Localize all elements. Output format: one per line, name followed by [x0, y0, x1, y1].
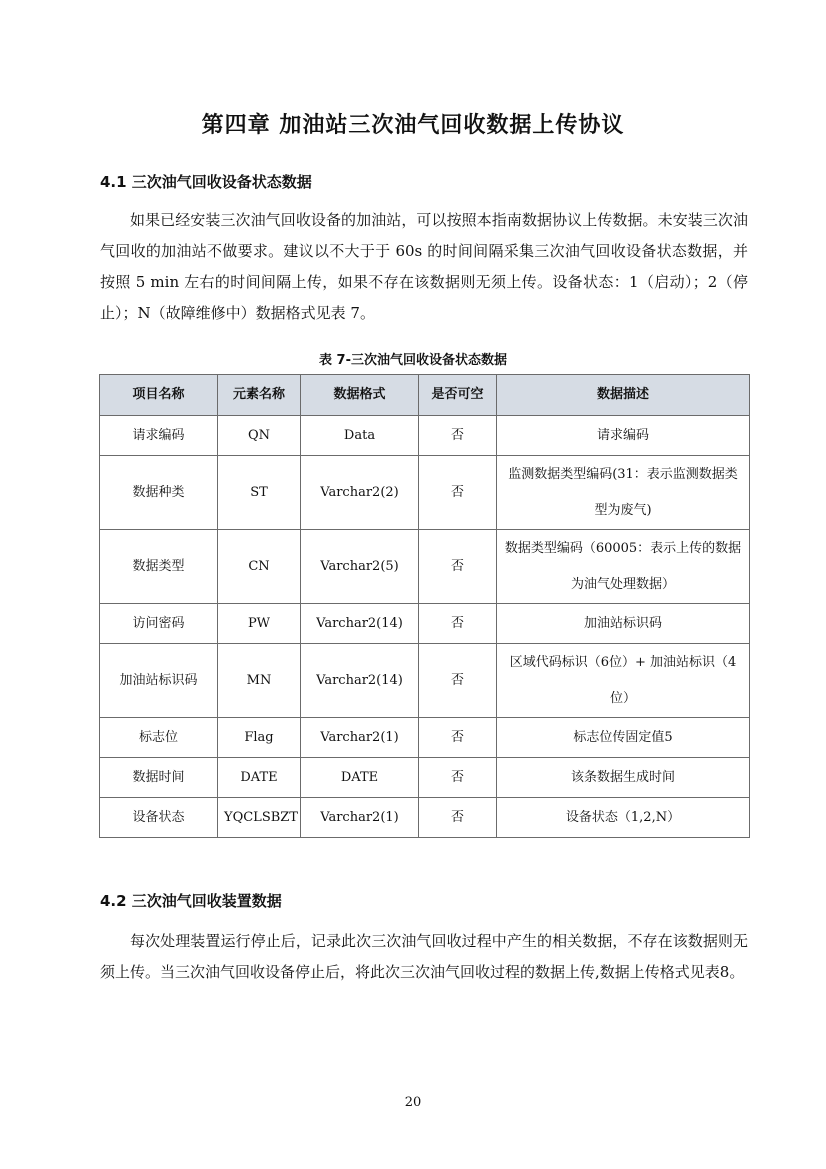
table-cell: 否 [419, 798, 497, 838]
table-cell: 该条数据生成时间 [497, 758, 750, 798]
table-cell: DATE [301, 758, 419, 798]
table-row [100, 644, 750, 718]
page-number: 20 [404, 1095, 422, 1110]
table-cell: Varchar2(1) [301, 718, 419, 758]
table-cell: 请求编码 [100, 416, 218, 456]
table-cell: 监测数据类型编码(31：表示监测数据类型为废气) [497, 456, 750, 530]
column-header: 数据格式 [301, 375, 419, 416]
column-header: 元素名称 [218, 375, 301, 416]
section-paragraph-4-2: 每次处理装置运行停止后，记录此次三次油气回收过程中产生的相关数据，不存在该数据则无须上传。当三次油气回收设备停止后，将此次三次油气回收过程的数据上传,数据上传格式见表8。 [100, 932, 748, 981]
table-cell: 加油站标识码 [497, 604, 750, 644]
column-header: 项目名称 [100, 375, 218, 416]
table-row [100, 456, 750, 530]
table-cell: 数据时间 [100, 758, 218, 798]
table-cell: Varchar2(1) [301, 798, 419, 838]
table-cell: 否 [419, 718, 497, 758]
section-heading-4-1: 4.1 三次油气回收设备状态数据 [100, 173, 312, 191]
table-cell: Flag [218, 718, 301, 758]
table-cell: 否 [419, 758, 497, 798]
table-row [100, 798, 750, 838]
table-cell: 否 [419, 456, 497, 530]
table-cell: 设备状态（1,2,N） [497, 798, 750, 838]
table-cell: QN [218, 416, 301, 456]
table-cell: Varchar2(14) [301, 604, 419, 644]
table-row [100, 416, 750, 456]
table-row [100, 604, 750, 644]
table-cell: 设备状态 [100, 798, 218, 838]
column-header: 是否可空 [419, 375, 497, 416]
table-cell: 数据种类 [100, 456, 218, 530]
table-cell: 标志位 [100, 718, 218, 758]
table-caption: 表 7-三次油气回收设备状态数据 [319, 353, 507, 368]
table-cell: Varchar2(5) [301, 530, 419, 604]
table-cell: 加油站标识码 [100, 644, 218, 718]
table-header-row [100, 375, 750, 416]
table-cell: PW [218, 604, 301, 644]
chapter-title: 第四章 加油站三次油气回收数据上传协议 [201, 113, 625, 138]
table-cell: 标志位传固定值5 [497, 718, 750, 758]
table-cell: CN [218, 530, 301, 604]
table-cell: Data [301, 416, 419, 456]
column-header: 数据描述 [497, 375, 750, 416]
table-cell: 否 [419, 644, 497, 718]
table-row [100, 718, 750, 758]
table-row [100, 530, 750, 604]
table-cell: Varchar2(14) [301, 644, 419, 718]
table-cell: 访问密码 [100, 604, 218, 644]
section-paragraph-4-1: 如果已经安装三次油气回收设备的加油站，可以按照本指南数据协议上传数据。未安装三次油气回收的加油站不做要求。建议以不大于于 60s 的时间间隔采集三次油气回收设备状态数据，并按照 5 min 左右的时间间隔上传，如果不存在该数据则无须上传。设备状态：1（启动）；2（停止）；N（故障维修中）数据格式见表 7。 [100, 211, 748, 322]
table-row [100, 758, 750, 798]
table-cell: 否 [419, 416, 497, 456]
table-cell: YQCLSBZT [218, 798, 301, 838]
status-data-table [99, 374, 750, 838]
table-cell: ST [218, 456, 301, 530]
table-cell: 否 [419, 530, 497, 604]
table-cell: Varchar2(2) [301, 456, 419, 530]
section-heading-4-2: 4.2 三次油气回收装置数据 [100, 892, 282, 910]
table-cell: MN [218, 644, 301, 718]
table-cell: 数据类型 [100, 530, 218, 604]
table-cell: DATE [218, 758, 301, 798]
table-cell: 区域代码标识（6位）+ 加油站标识（4位） [497, 644, 750, 718]
table-cell: 数据类型编码（60005：表示上传的数据为油气处理数据） [497, 530, 750, 604]
table-cell: 请求编码 [497, 416, 750, 456]
table-cell: 否 [419, 604, 497, 644]
